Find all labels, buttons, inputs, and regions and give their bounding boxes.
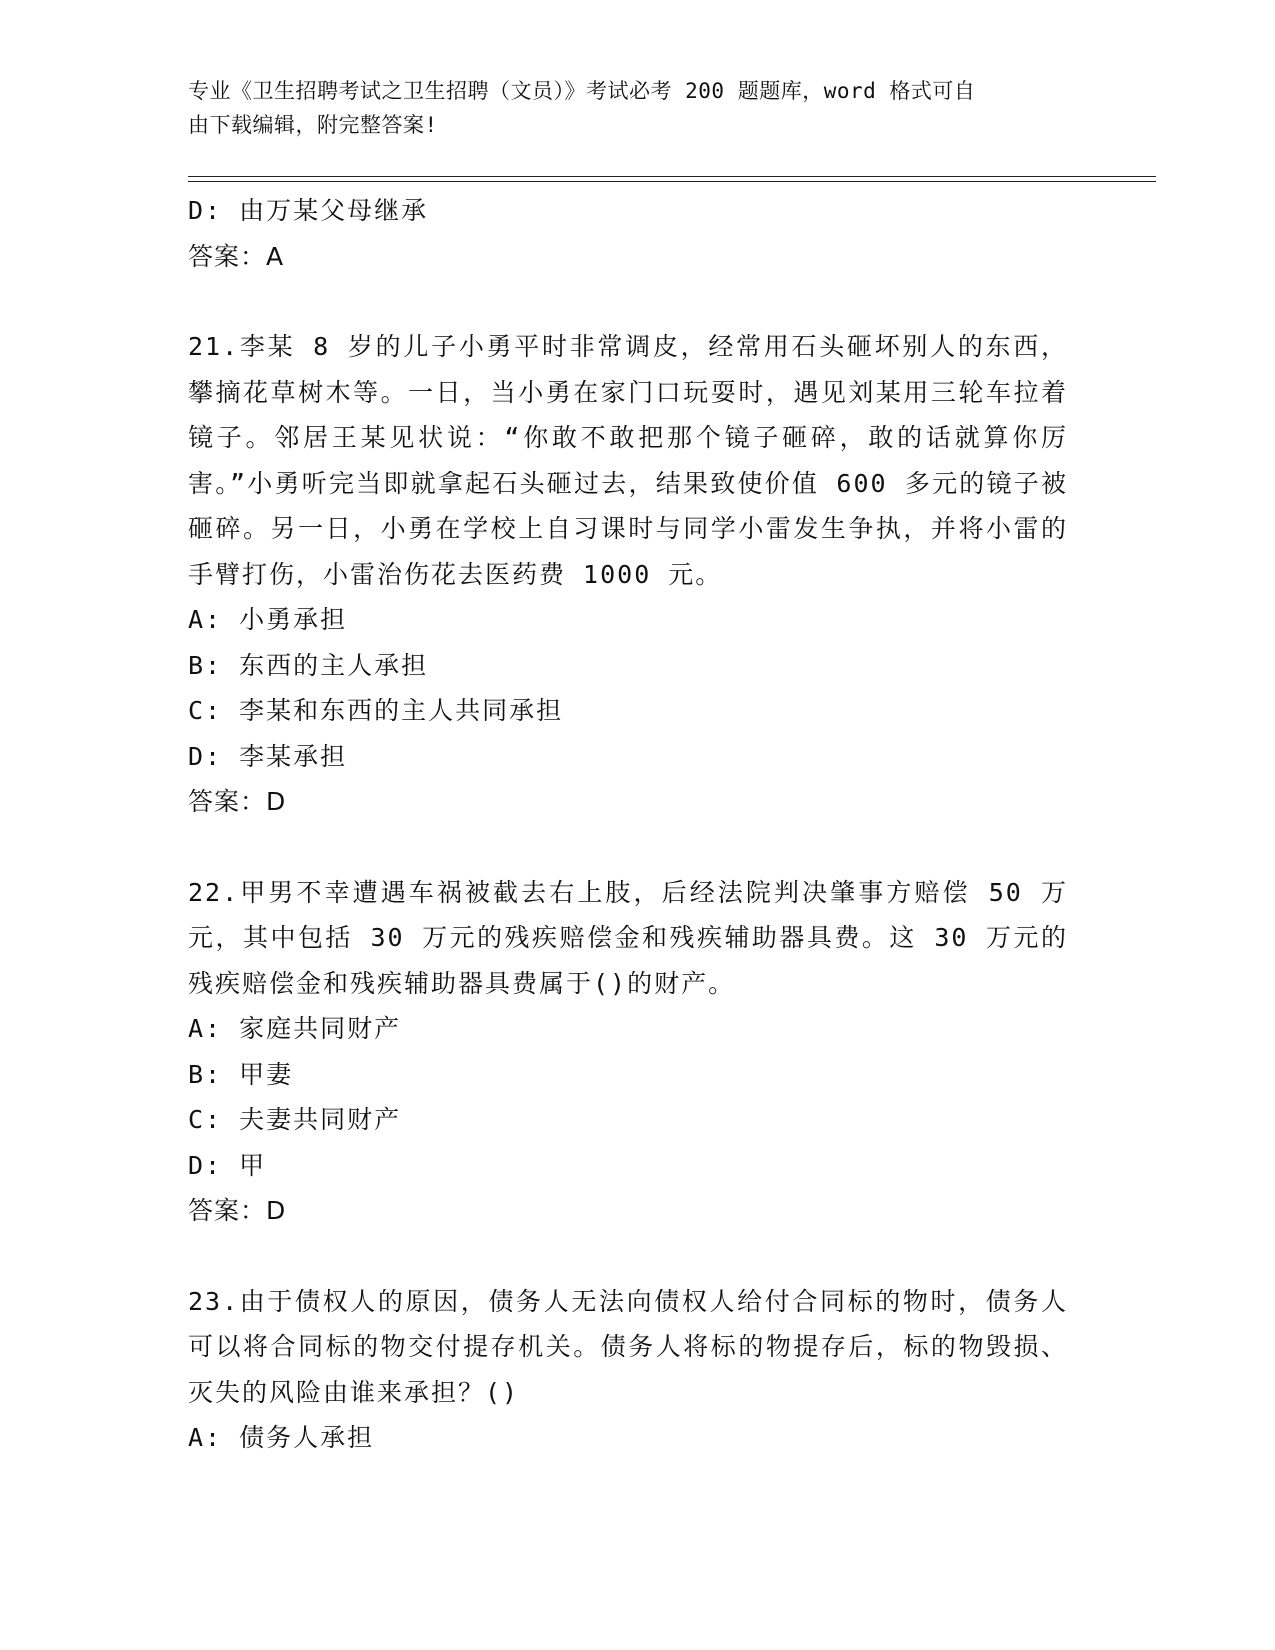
- question-21: [188, 324, 1068, 825]
- answer: 答案：D: [188, 1196, 287, 1225]
- question-22: [188, 870, 1068, 1234]
- answer: 答案：A: [188, 241, 285, 271]
- header-line-1: 专业《卫生招聘考试之卫生招聘（文员）》考试必考 200 题题库，word 格式可自: [188, 79, 976, 103]
- option-d: D: 由万某父母继承: [188, 196, 429, 225]
- option-b: B: 甲妻: [188, 1059, 294, 1089]
- header-divider-bottom: [188, 181, 1156, 182]
- option-a: A: 小勇承担: [188, 605, 348, 634]
- option-d: D: 甲: [188, 1150, 267, 1180]
- previous-question-tail: [188, 188, 1068, 279]
- option-a: A: 债务人承担: [188, 1423, 375, 1452]
- document-body: [188, 188, 1068, 1461]
- header-line-2: 由下载编辑，附完整答案!: [188, 113, 438, 137]
- option-d: D: 李某承担: [188, 741, 348, 771]
- answer: 答案：D: [188, 787, 287, 816]
- header-divider-top: [188, 176, 1156, 177]
- option-c: C: 夫妻共同财产: [188, 1105, 402, 1134]
- question-text: 21.李某 8 岁的儿子小勇平时非常调皮，经常用石头砸坏别人的东西，攀摘花草树木等。一日，当小勇在家门口玩耍时，遇见刘某用三轮车拉着镜子。邻居王某见状说：“你敢不敢把那个镜子砸碎，敢的话就算你厉害。”小勇听完当即就拿起石头砸过去，结果致使价值 600 多元的镜子被砸碎。另一日，小勇在学校上自习课时与同学小雷发生争执，并将小雷的手臂打伤，小雷治伤花去医药费 1000 元。: [188, 332, 1068, 589]
- option-c: C: 李某和东西的主人共同承担: [188, 696, 564, 725]
- option-a: A: 家庭共同财产: [188, 1014, 402, 1043]
- question-text: 23.由于债权人的原因，债务人无法向债权人给付合同标的物时，债务人可以将合同标的物交付提存机关。债务人将标的物提存后，标的物毁损、灭失的风险由谁来承担？(): [188, 1286, 1068, 1407]
- document-header: [188, 74, 1068, 142]
- question-23: [188, 1279, 1068, 1461]
- option-b: B: 东西的主人承担: [188, 650, 429, 680]
- question-text: 22.甲男不幸遭遇车祸被截去右上肢，后经法院判决肇事方赔偿 50 万元，其中包括 30 万元的残疾赔偿金和残疾辅助器具费。这 30 万元的残疾赔偿金和残疾辅助器具费属于()的财产。: [188, 877, 1068, 998]
